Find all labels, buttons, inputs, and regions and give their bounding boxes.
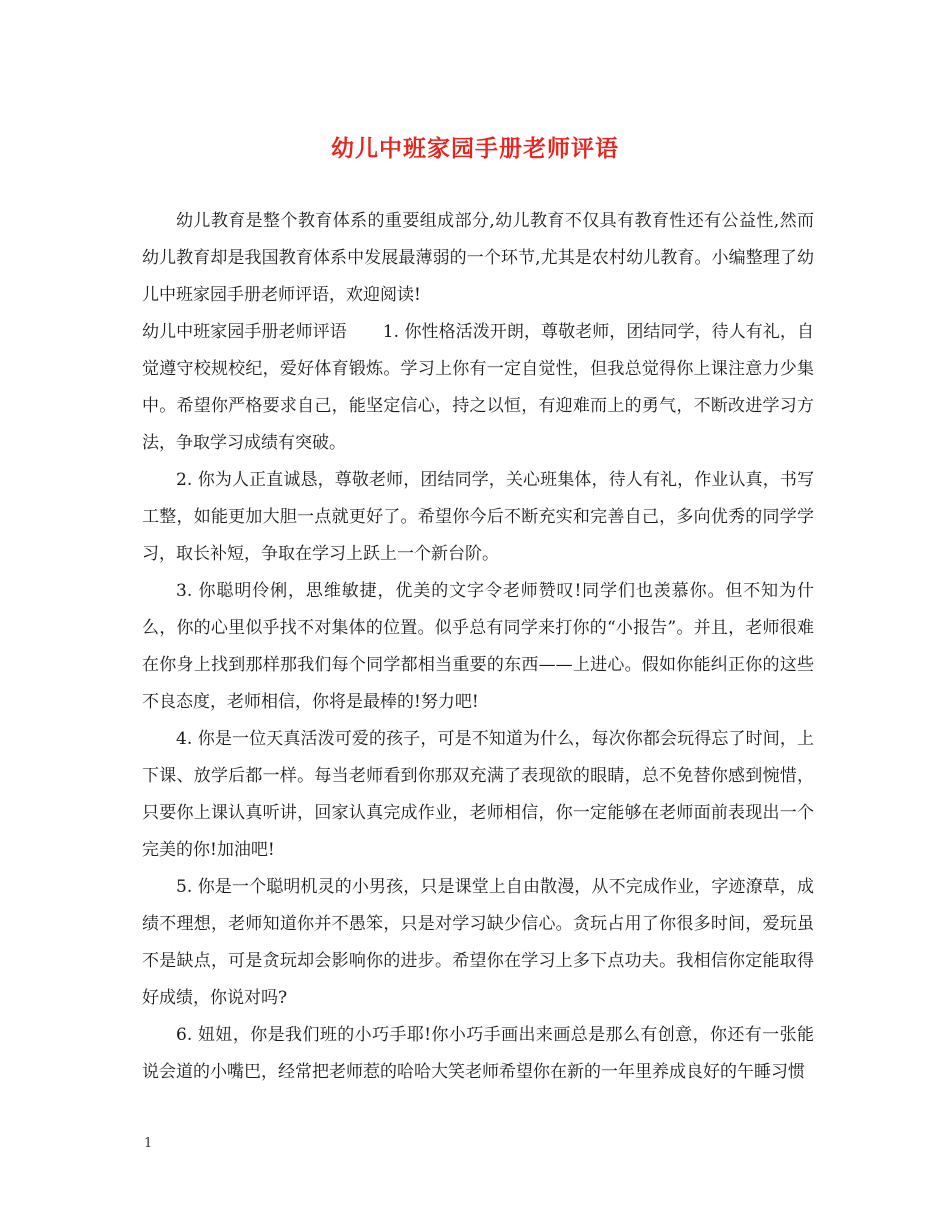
comment-paragraph-6: 6. 妞妞，你是我们班的小巧手耶!你小巧手画出来画总是那么有创意，你还有一张能说会道的小嘴巴，经常把老师惹的哈哈大笑老师希望你在新的一年里养成良好的午睡习惯 <box>142 1025 814 1082</box>
document-body <box>142 203 814 1091</box>
intro-paragraph: 幼儿教育是整个教育体系的重要组成部分,幼儿教育不仅具有教育性还有公益性,然而幼儿教育却是我国教育体系中发展最薄弱的一个环节,尤其是农村幼儿教育。小编整理了幼儿中班家园手册老师评语，欢迎阅读! <box>142 211 814 305</box>
comment-text-1: 1. 你性格活泼开朗，尊敬老师，团结同学，待人有礼，自觉遵守校规校纪，爱好体育锻炼。学习上你有一定自觉性，但我总觉得你上课注意力少集中。希望你严格要求自己，能坚定信心，持之以恒，有迎难而上的勇气，不断改进学习方法，争取学习成绩有突破。 <box>142 322 815 453</box>
comment-paragraph-3: 3. 你聪明伶俐，思维敏捷，优美的文字令老师赞叹!同学们也羡慕你。但不知为什么，你的心里似乎找不对集体的位置。似乎总有同学来打你的“小报告”。并且，老师很难在你身上找到那样那我们每个同学都相当重要的东西——上进心。假如你能纠正你的这些不良态度，老师相信，你将是最棒的!努力吧! <box>142 581 814 712</box>
comment-paragraph-4: 4. 你是一位天真活泼可爱的孩子，可是不知道为什么，每次你都会玩得忘了时间，上下课、放学后都一样。每当老师看到你那双充满了表现欲的眼睛，总不免替你感到惋惜，只要你上课认真听讲，回家认真完成作业，老师相信，你一定能够在老师面前表现出一个完美的你!加油吧! <box>142 729 814 860</box>
section-heading: 幼儿中班家园手册老师评语 <box>142 322 347 342</box>
document-title: 幼儿中班家园手册老师评语 <box>331 135 619 162</box>
comment-paragraph-2: 2. 你为人正直诚恳，尊敬老师，团结同学，关心班集体，待人有礼，作业认真，书写工整，如能更加大胆一点就更好了。希望你今后不断充实和完善自己，多向优秀的同学学习，取长补短，争取在学习上跃上一个新台阶。 <box>142 470 814 564</box>
comment-paragraph-1 <box>142 314 814 462</box>
comment-paragraph-5: 5. 你是一个聪明机灵的小男孩，只是课堂上自由散漫，从不完成作业，字迹潦草，成绩不理想，老师知道你并不愚笨，只是对学习缺少信心。贪玩占用了你很多时间，爱玩虽不是缺点，可是贪玩却会影响你的进步。希望你在学习上多下点功夫。我相信你定能取得好成绩，你说对吗? <box>142 877 814 1008</box>
page-number: 1 <box>144 1136 153 1151</box>
